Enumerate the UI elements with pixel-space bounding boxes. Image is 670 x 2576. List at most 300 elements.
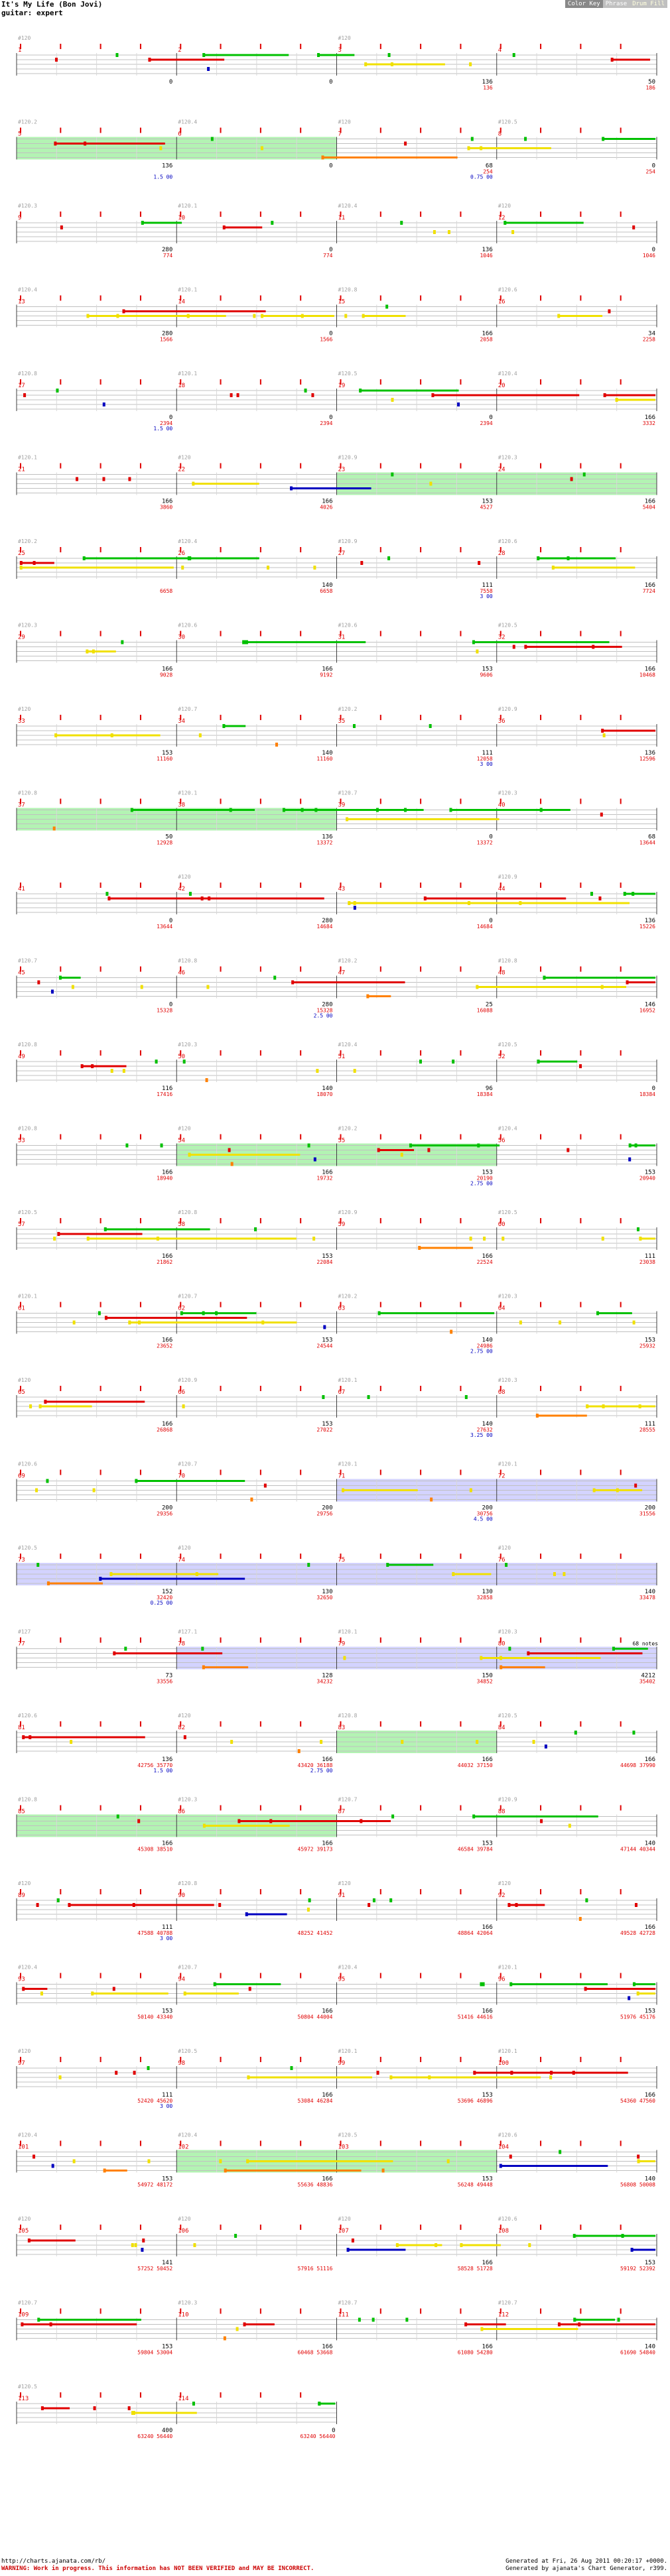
section-label: #120.8	[18, 1796, 37, 1803]
note-gem	[604, 393, 606, 397]
note-gem	[473, 2071, 476, 2075]
measure-number: 39	[338, 802, 346, 809]
note-gem	[573, 2318, 576, 2322]
note-gem	[201, 1647, 204, 1651]
measure-score: 111	[161, 2092, 173, 2099]
note-gem	[343, 1656, 346, 1660]
measure-score: 0	[168, 79, 173, 86]
measure-number: 46	[178, 969, 186, 977]
note-gem	[33, 2155, 35, 2159]
section-label: #120.4	[498, 1125, 517, 1132]
cumulative-score: 2394	[480, 420, 493, 426]
note-gem	[558, 2323, 561, 2327]
measure-score: 153	[322, 1337, 333, 1344]
overdrive-multiplier: 2.75 00	[310, 1768, 333, 1774]
section-label: #120	[178, 874, 191, 880]
section-label: #120.5	[498, 1209, 517, 1215]
row-end-cumulative: 2258	[642, 336, 655, 343]
note-gem	[524, 645, 527, 649]
note-gem	[192, 482, 194, 486]
measure-number: 44	[498, 886, 505, 892]
measure-number: 104	[498, 2144, 509, 2151]
note-gem	[105, 1316, 107, 1320]
section-label: #120.5	[498, 1042, 517, 1048]
footer-url[interactable]: http://charts.ajanata.com/rb/	[1, 2558, 106, 2565]
measure-number: 15	[338, 298, 346, 306]
cumulative-score: 3860	[159, 504, 173, 511]
section-label: #120.9	[178, 1377, 198, 1383]
section-label: #120	[178, 454, 191, 461]
note-gem	[377, 2071, 379, 2075]
measure-number: 99	[338, 2060, 346, 2067]
section-label: #120.7	[178, 1964, 198, 1971]
note-gem	[76, 477, 78, 481]
measure-number: 38	[178, 802, 186, 809]
measure-number: 98	[178, 2060, 186, 2067]
note-gem	[476, 1740, 478, 1744]
note-gem	[404, 808, 407, 812]
note-gem	[23, 393, 26, 397]
section-label: #120.7	[338, 1796, 358, 1803]
note-gem	[316, 1069, 318, 1073]
row-end-cumulative: 31556	[639, 1510, 655, 1517]
section-label: #120.7	[178, 1461, 198, 1467]
note-gem	[142, 2239, 145, 2242]
section-label: #120.6	[498, 538, 517, 544]
measure-number: 64	[498, 1305, 505, 1312]
measure-number: 18	[178, 383, 186, 389]
note-gem	[113, 1987, 115, 1991]
row-end-score: 136	[644, 750, 655, 757]
note-gem	[87, 1237, 90, 1241]
note-gem	[246, 2160, 249, 2164]
note-gem	[68, 1903, 70, 1907]
overdrive-multiplier: 1.5 00	[153, 174, 173, 180]
measure-number: 37	[18, 802, 25, 809]
note-gem	[141, 985, 143, 989]
note-gem	[202, 1666, 205, 1670]
row-end-score: 111	[644, 1253, 655, 1260]
note-gem	[433, 230, 436, 234]
note-gem	[389, 2075, 392, 2079]
legend-fill: Drum Fill	[630, 0, 667, 8]
measure-number: 100	[498, 2060, 509, 2067]
note-gem	[318, 2402, 320, 2406]
note-gem	[429, 482, 432, 486]
measure-number: 71	[338, 1473, 346, 1480]
section-label: #120.4	[18, 2132, 37, 2138]
note-gem	[22, 1735, 25, 1739]
note-gem	[128, 2406, 131, 2410]
note-gem	[634, 1484, 637, 1488]
note-gem	[72, 985, 74, 989]
note-gem	[207, 67, 210, 71]
note-gem	[553, 1572, 556, 1576]
note-gem	[254, 1227, 257, 1231]
note-gem	[632, 225, 635, 229]
note-gem	[472, 1815, 475, 1819]
measure-number: 77	[18, 1640, 25, 1648]
solo-note-count: 68 notes	[632, 1640, 658, 1647]
measure-score: 136	[161, 162, 173, 170]
measure-score: 0	[168, 414, 173, 421]
cumulative-score: 43420 36188	[297, 1762, 333, 1768]
note-gem	[586, 1404, 588, 1408]
section-label: #120	[178, 1545, 191, 1551]
section-label: #120	[18, 2216, 31, 2222]
note-gem	[117, 1815, 119, 1819]
measure-score: 166	[482, 1253, 493, 1260]
note-gem	[579, 1917, 582, 1921]
note-gem	[360, 1819, 362, 1823]
row-end-score: 0	[651, 162, 655, 170]
measure-number: 42	[178, 886, 186, 892]
measure-number: 50	[178, 1054, 186, 1060]
measure-number: 16	[498, 298, 505, 306]
measure-score: 111	[482, 582, 493, 589]
cumulative-score: 53084 46284	[297, 2098, 333, 2104]
cumulative-score: 61080 54280	[457, 2349, 493, 2356]
measure-number: 94	[178, 1976, 186, 1983]
note-gem	[574, 1731, 577, 1735]
row-end-score: 166	[644, 498, 655, 505]
note-gem	[141, 2248, 143, 2252]
measure-number: 47	[338, 969, 346, 977]
measure-number: 55	[338, 1137, 346, 1144]
row-end-cumulative: 254	[645, 168, 655, 175]
cumulative-score: 22524	[476, 1259, 493, 1265]
note-gem	[135, 1479, 137, 1483]
section-label: #120.3	[498, 790, 517, 796]
note-gem	[359, 389, 362, 393]
measure-score: 166	[322, 498, 333, 505]
note-gem	[56, 389, 58, 393]
section-label: #120.3	[178, 1796, 198, 1803]
measure-number: 23	[338, 466, 346, 473]
measure-number: 58	[178, 1221, 186, 1228]
row-end-cumulative: 16952	[639, 1007, 655, 1014]
note-gem	[264, 1484, 267, 1488]
row-end-cumulative: 25932	[639, 1343, 655, 1349]
note-gem	[269, 1819, 272, 1823]
section-label: #120	[498, 1880, 511, 1886]
note-gem	[188, 1153, 190, 1157]
note-gem	[147, 2066, 150, 2070]
note-gem	[431, 393, 434, 397]
note-gem	[206, 985, 209, 989]
cumulative-score: 13372	[476, 839, 493, 846]
note-gem	[234, 2234, 237, 2238]
note-gem	[429, 724, 432, 728]
row-end-score: 111	[644, 1421, 655, 1428]
section-label: #120.1	[338, 2048, 358, 2054]
note-gem	[366, 995, 369, 999]
note-gem	[107, 896, 110, 900]
note-gem	[376, 808, 379, 812]
measure-number: 36	[498, 718, 505, 725]
measure-score: 153	[482, 666, 493, 673]
note-gem	[450, 1330, 452, 1334]
measure-number: 65	[18, 1389, 25, 1396]
section-label: #120.8	[18, 1125, 37, 1132]
cumulative-score: 50804 44004	[297, 2014, 333, 2020]
note-gem	[508, 1647, 511, 1651]
note-gem	[182, 1404, 185, 1408]
measure-score: 116	[161, 1085, 173, 1092]
measure-score: 280	[322, 1001, 333, 1009]
row-end-score: 153	[644, 1337, 655, 1344]
cumulative-score: 45972 39173	[297, 1846, 333, 1853]
measure-score: 153	[482, 498, 493, 505]
overdrive-multiplier: 3 00	[159, 1935, 173, 1941]
cumulative-score: 2394	[159, 420, 173, 426]
section-label: #120.6	[498, 286, 517, 293]
row-end-cumulative: 49528 42728	[620, 1930, 655, 1936]
section-label: #120.1	[498, 2048, 517, 2054]
measure-number: 59	[338, 1221, 346, 1228]
cumulative-score: 12928	[157, 839, 173, 846]
measure-number: 85	[18, 1808, 25, 1815]
measure-score: 128	[322, 1672, 333, 1680]
measure-score: 166	[161, 498, 173, 505]
cumulative-score: 44032 37150	[457, 1762, 493, 1768]
note-gem	[447, 2160, 450, 2164]
measure-score: 152	[161, 1589, 173, 1595]
note-gem	[377, 1148, 380, 1152]
measure-number: 60	[498, 1221, 505, 1228]
row-end-score: 153	[644, 2008, 655, 2015]
note-gem	[405, 2318, 408, 2322]
cumulative-score: 254	[483, 168, 493, 175]
measure-number: 113	[18, 2396, 29, 2402]
note-gem	[73, 1321, 76, 1325]
measure-score: 200	[322, 1504, 333, 1512]
section-label: #127	[18, 1628, 31, 1635]
cumulative-score: 18940	[157, 1175, 173, 1182]
measure-number: 68	[498, 1389, 505, 1396]
measure-score: 166	[482, 1756, 493, 1763]
note-gem	[637, 1992, 639, 1996]
measure-number: 70	[178, 1473, 186, 1480]
note-gem	[125, 1144, 128, 1148]
note-gem	[480, 1656, 482, 1660]
section-label: #120.7	[178, 1293, 198, 1300]
row-end-cumulative: 61690 54840	[620, 2349, 655, 2356]
section-label: #120.9	[338, 538, 358, 544]
note-gem	[513, 53, 515, 57]
note-gem	[511, 230, 514, 234]
note-gem	[549, 2075, 552, 2079]
note-gem	[633, 1983, 636, 1987]
note-gem	[579, 1064, 582, 1068]
overdrive-multiplier: 2.5 00	[313, 1012, 333, 1019]
measure-number: 95	[338, 1976, 346, 1983]
note-gem	[271, 221, 273, 225]
note-gem	[104, 1227, 107, 1231]
section-label: #120.6	[498, 2216, 517, 2222]
row-end-score: 166	[644, 582, 655, 589]
note-gem	[36, 1563, 39, 1567]
note-gem	[22, 1987, 25, 1991]
note-gem	[223, 225, 226, 229]
note-gem	[391, 1815, 394, 1819]
section-label: #120.5	[498, 119, 517, 125]
measure-score: 73	[165, 1672, 173, 1680]
note-gem	[471, 137, 474, 141]
note-gem	[616, 398, 618, 402]
measure-number: 11	[338, 215, 346, 221]
note-gem	[37, 2318, 40, 2322]
note-gem	[527, 1652, 529, 1656]
note-gem	[401, 1153, 403, 1157]
cumulative-score: 57916 51116	[297, 2266, 333, 2272]
note-gem	[540, 808, 543, 812]
note-gem	[54, 733, 57, 737]
note-gem	[362, 314, 365, 318]
note-gem	[312, 1237, 315, 1241]
measure-score: 130	[482, 1589, 493, 1595]
note-gem	[28, 2239, 31, 2242]
note-gem	[20, 561, 23, 565]
cumulative-score: 46584 39784	[457, 1846, 493, 1853]
section-label: #120.1	[178, 790, 198, 796]
note-gem	[543, 976, 545, 980]
section-label: #120.6	[18, 1461, 37, 1467]
measure-number: 5	[18, 131, 22, 138]
note-gem	[396, 2243, 399, 2247]
note-gem	[275, 743, 278, 747]
measure-number: 110	[178, 2311, 189, 2319]
measure-number: 53	[18, 1137, 25, 1144]
overdrive-multiplier: 0.75 00	[470, 174, 493, 180]
note-gem	[353, 724, 356, 728]
cumulative-score: 23652	[157, 1343, 173, 1349]
measure-number: 74	[178, 1557, 186, 1564]
section-label: #120.4	[338, 1042, 358, 1048]
footer-warning: WARNING: Work in progress. This information has NOT BEEN VERIFIED and MAY BE INCORRECT.	[1, 2565, 314, 2572]
section-label: #120.5	[18, 1545, 37, 1551]
footer-right	[505, 2558, 667, 2573]
row-end-score: 153	[644, 2260, 655, 2266]
note-gem	[388, 53, 391, 57]
measure-score: 0	[168, 918, 173, 924]
note-gem	[528, 2243, 531, 2247]
note-gem	[391, 473, 393, 477]
cumulative-score: 13372	[316, 839, 333, 846]
row-end-cumulative: 7724	[642, 588, 655, 594]
section-label: #120.5	[498, 622, 517, 629]
note-gem	[155, 1060, 158, 1064]
note-gem	[230, 808, 232, 812]
note-gem	[196, 1572, 198, 1576]
measure-number: 12	[498, 215, 505, 221]
note-gem	[199, 733, 202, 737]
note-gem	[91, 1064, 94, 1068]
note-gem	[224, 2337, 226, 2341]
measure-number: 56	[498, 1137, 505, 1144]
cumulative-score: 24986	[476, 1343, 493, 1349]
note-gem	[464, 2323, 467, 2327]
cumulative-score: 136	[483, 85, 493, 91]
measure-score: 166	[322, 1840, 333, 1847]
cumulative-score: 32858	[476, 1595, 493, 1601]
section-label: #120.7	[18, 957, 37, 964]
row-end-cumulative: 23038	[639, 1259, 655, 1265]
footer-left	[1, 2558, 314, 2573]
note-gem	[47, 1581, 50, 1585]
row-end-score: 34	[648, 330, 655, 337]
note-gem	[121, 641, 123, 644]
row-end-score: 166	[644, 1924, 655, 1931]
note-gem	[99, 1577, 101, 1581]
note-gem	[193, 2243, 196, 2247]
section-label: #120.1	[338, 1461, 358, 1467]
row-end-cumulative: 1046	[642, 253, 655, 259]
cumulative-score: 17416	[157, 1091, 173, 1097]
note-gem	[192, 2402, 195, 2406]
cumulative-score: 45308 38510	[137, 1846, 173, 1853]
note-gem	[510, 2071, 513, 2075]
measure-score: 166	[322, 666, 333, 673]
note-gem	[261, 147, 263, 151]
note-gem	[567, 1148, 569, 1152]
measure-score: 136	[322, 833, 333, 841]
note-gem	[624, 892, 626, 896]
note-gem	[354, 1069, 356, 1073]
note-gem	[418, 1246, 421, 1250]
note-gem	[391, 398, 394, 402]
measure-number: 52	[498, 1054, 505, 1060]
measure-number: 27	[338, 550, 346, 557]
note-gem	[348, 901, 350, 905]
note-gem	[261, 1321, 264, 1325]
note-gem	[368, 1395, 370, 1399]
row-end-cumulative: 33478	[639, 1595, 655, 1601]
note-gem	[218, 1903, 221, 1907]
measure-number: 57	[18, 1221, 25, 1228]
measure-score: 96	[485, 1085, 493, 1092]
measure-score: 153	[482, 1169, 493, 1176]
note-gem	[141, 221, 144, 225]
row-end-score: 136	[644, 918, 655, 924]
section-label: #120.4	[18, 286, 37, 293]
measure-score: 280	[322, 918, 333, 924]
note-gem	[469, 62, 472, 66]
section-label: #120.3	[18, 203, 37, 209]
overdrive-multiplier: 1.5 00	[153, 1768, 173, 1774]
section-label: #120.4	[178, 119, 198, 125]
row-end-cumulative: 186	[645, 85, 655, 91]
section-label: #120.8	[18, 371, 37, 377]
measure-score: 153	[482, 2176, 493, 2183]
cumulative-score: 11160	[316, 756, 333, 762]
measure-number: 20	[498, 383, 505, 389]
note-gem	[245, 1912, 248, 1916]
row-end-score: 146	[644, 1001, 655, 1009]
section-label: #120.8	[178, 1880, 198, 1886]
measure-number: 76	[498, 1557, 505, 1564]
note-gem	[452, 1572, 454, 1576]
track-difficulty: guitar: expert	[1, 9, 63, 17]
note-gem	[515, 1903, 517, 1907]
measure-score: 166	[161, 666, 173, 673]
note-gem	[261, 314, 263, 318]
note-gem	[322, 1395, 324, 1399]
section-label: #120.5	[178, 2048, 198, 2054]
measure-number: 62	[178, 1305, 186, 1312]
note-gem	[385, 305, 388, 309]
row-end-score: 153	[644, 1169, 655, 1176]
